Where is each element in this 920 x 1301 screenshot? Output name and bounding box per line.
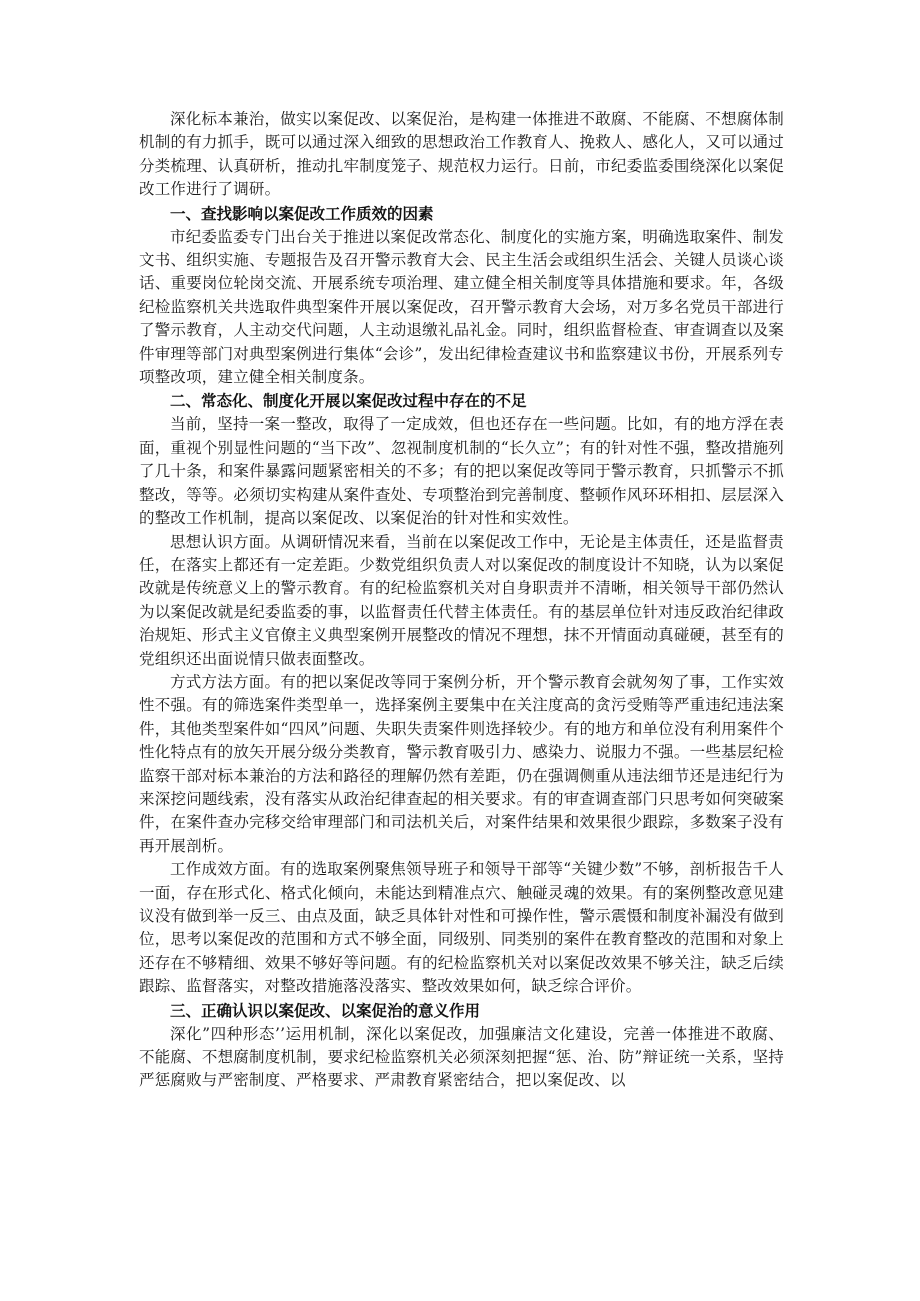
section-3-paragraph-1: 深化”四种形态’’运用机制，深化以案促改，加强廉洁文化建设，完善一体推进不敢腐、不能腐、不想腐制度机制，要求纪检监察机关必须深刻把握“惩、治、防”辩证统一关系，坚持严惩腐败与严密制度、严格要求、严肃教育紧密结合，把以案促改、以 <box>139 1024 784 1090</box>
section-3-heading: 三、正确认识以案促改、以案促治的意义作用 <box>170 1001 481 1020</box>
section-2-paragraph-4: 工作成效方面。有的选取案例聚焦领导班子和领导干部等“关键少数”不够，剖析报告千人一面，存在形式化、格式化倾向，未能达到精准点穴、触碰灵魂的效果。有的案例整改意见建议没有做到举一反三、由点及面，缺乏具体针对性和可操作性，警示震慑和制度补漏没有做到位，思考以案促改的范围和方式不够全面，同级别、同类别的案件在教育整改的范围和对象上还存在不够精细、效果不够好等问题。有的纪检监察机关对以案促改效果不够关注，缺乏后续跟踪、监督落实，对整改措施落没落实、整改效果如何，缺乏综合评价。 <box>139 860 784 996</box>
intro-paragraph: 深化标本兼治，做实以案促改、以案促治，是构建一体推进不敢腐、不能腐、不想腐体制机制的有力抓手，既可以通过深入细致的思想政治工作教育人、挽救人、感化人，又可以通过分类梳理、认真研析，推动扎牢制度笼子、规范权力运行。日前，市纪委监委围绕深化以案促改工作进行了调研。 <box>139 110 784 199</box>
section-2-paragraph-1: 当前，坚持一案一整改，取得了一定成效，但也还存在一些问题。比如，有的地方浮在表面，重视个别显性问题的“当下改”、忽视制度机制的“长久立”；有的针对性不强，整改措施列了几十条，和案件暴露问题紧密相关的不多；有的把以案促改等同于警示教育，只抓警示不抓整改，等等。必须切实构建从案件查处、专项整治到完善制度、整顿作风环环相扣、层层深入的整改工作机制，提高以案促改、以案促治的针对性和实效性。 <box>139 415 784 528</box>
document-body <box>139 108 784 1093</box>
section-2-heading: 二、常态化、制度化开展以案促改过程中存在的不足 <box>170 392 527 411</box>
section-2-paragraph-2: 思想认识方面。从调研情况来看，当前在以案促改工作中，无论是主体责任，还是监督责任，在落实上都还有一定差距。少数党组织负责人对以案促改的制度设计不知晓，认为以案促改就是传统意义上的警示教育。有的纪检监察机关对自身职责并不清晰，相关领导干部仍然认为以案促改就是纪委监委的事，以监督责任代替主体责任。有的基层单位针对违反政治纪律政治规矩、形式主义官僚主义典型案例开展整改的情况不理想，抹不开情面动真碰硬，甚至有的党组织还出面说情只做表面整改。 <box>139 532 784 668</box>
section-1-heading: 一、查找影响以案促改工作质效的因素 <box>170 204 434 223</box>
section-2-paragraph-3: 方式方法方面。有的把以案促改等同于案例分析，开个警示教育会就匆匆了事，工作实效性不强。有的筛选案件类型单一，选择案例主要集中在关注度高的贪污受贿等严重违纪违法案件，其他类型案件如“四风”问题、失职失责案件则选择较少。有的地方和单位没有利用案件个性化特点有的放矢开展分级分类教育，警示教育吸引力、感染力、说服力不强。一些基层纪检监察干部对标本兼治的方法和路径的理解仍然有差距，仍在强调侧重从违法细节还是违纪行为来深挖问题线索，没有落实从政治纪律查起的相关要求。有的审查调查部门只思考如何突破案件，在案件查办完移交给审理部门和司法机关后，对案件结果和效果很少跟踪，多数案子没有再开展剖析。 <box>139 672 784 855</box>
section-1-paragraph-1: 市纪委监委专门出台关于推进以案促改常态化、制度化的实施方案，明确选取案件、制发文书、组织实施、专题报告及召开警示教育大会、民主生活会或组织生活会、关键人员谈心谈话、重要岗位轮岗交流、开展系统专项治理、建立健全相关制度等具体措施和要求。年，各级纪检监察机关共选取件典型案件开展以案促改，召开警示教育大会场，对万多名党员干部进行了警示教育，人主动交代问题，人主动退缴礼品礼金。同时，组织监督检查、审查调查以及案件审理等部门对典型案例进行集体“会诊”，发出纪律检查建议书和监察建议书份，开展系列专项整改项，建立健全相关制度条。 <box>139 227 784 387</box>
